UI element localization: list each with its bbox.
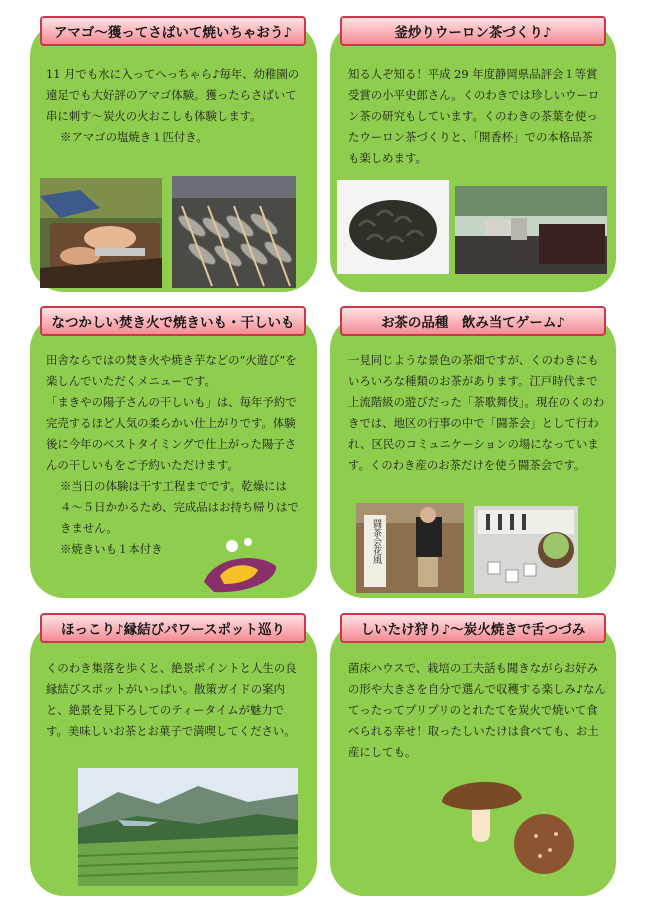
section-paragraph: 知る人ぞ知る！平成 29 年度静岡県品評会１等賞受賞の小平史郎さん。くのわきでは珍しいウーロン茶の研究もしています。くのわきの茶葉を使ったウーロン茶づくりと、「開香杯」での本格品茶も楽しめます。 bbox=[348, 67, 600, 165]
section-note: ※アマゴの塩焼き１匹付き。 bbox=[60, 130, 208, 144]
section-title-tea-game: お茶の品種 飲み当てゲーム♪ bbox=[340, 306, 606, 336]
photo-tea-set bbox=[455, 186, 607, 274]
section-title-shiitake: しいたけ狩り♪〜炭火焼きで舌つづみ bbox=[340, 613, 606, 643]
photo-tea-ceremony bbox=[356, 503, 464, 593]
photo-scenic-view bbox=[78, 768, 298, 886]
section-title-oolong: 釜炒りウーロン茶づくり♪ bbox=[340, 16, 606, 46]
section-note: ※当日の体験は干す工程までです。乾燥には４〜５日かかるため、完成品はお持ち帰りはできません。 bbox=[60, 479, 299, 535]
photo-oolong-leaves bbox=[337, 180, 449, 274]
section-paragraph: 11 月でも水に入ってへっちゃら♪毎年、幼稚園の遠足でも大好評のアマゴ体験。獲ったらさばいて串に刺す〜炭火の火おこしも体験します。 bbox=[46, 67, 300, 123]
section-title-amago: アマゴ〜獲ってさばいて焼いちゃおう♪ bbox=[40, 16, 306, 46]
section-title-power-spot: ほっこり♪縁結びパワースポット巡り bbox=[40, 613, 306, 643]
section-body-amago bbox=[46, 64, 304, 174]
sweet-potato-illustration bbox=[198, 536, 282, 598]
section-paragraph: 一見同じような景色の茶畑ですが、くのわきにもいろいろな種類のお茶があります。江戸時代まで上流階級の遊びだった「茶歌舞伎」。現在のくのわきでは、地区の行事の中で「闘茶会」として行われ、区民のコミュニケーションの場になっています。くのわき産のお茶だけを使う闘茶会です。 bbox=[348, 353, 605, 472]
section-paragraph: 菌床ハウスで、栽培の工夫話も聞きながらお好みの形や大きさを自分で選んで収穫する楽しみ♪なんてったってプリプリのとれたてを炭火で焼いて食べられる幸せ！取ったしいたけは食べても、お土産にしても。 bbox=[348, 661, 606, 759]
section-paragraph: くのわき集落を歩くと、絶景ポイントと人生の良縁結びスポットがいっぱい。散策ガイドの案内と、絶景を見下ろしてのティータイムが魅力です。美味しいお茶とお菓子で満喫してください。 bbox=[46, 661, 297, 738]
photo-amago-skewers bbox=[172, 176, 296, 288]
section-body-shiitake bbox=[348, 658, 606, 768]
section-body-power-spot bbox=[46, 658, 304, 768]
tea-ceremony-scroll-text: 闘茶会花風 bbox=[371, 519, 381, 564]
section-paragraph: 田舎ならではの焚き火や焼き芋などの“火遊び”を楽しんでいただくメニューです。 bbox=[46, 353, 297, 388]
photo-tea-cups bbox=[474, 506, 578, 594]
section-title-yakiimo: なつかしい焚き火で焼きいも・干しいも bbox=[40, 306, 306, 336]
photo-amago-gutting bbox=[40, 178, 162, 288]
section-body-tea-game bbox=[348, 350, 608, 500]
section-paragraph: 「まきやの陽子さんの干しいも」は、毎年予約で完売するほど人気の柔らかい仕上がりです。体験後に今年のベストタイミングで仕上がった陽子さんの干しいもをご予約いただけます。 bbox=[46, 395, 297, 472]
shiitake-illustration bbox=[440, 774, 582, 874]
section-body-oolong bbox=[348, 64, 604, 174]
section-note: ※焼きいも１本付き bbox=[60, 542, 163, 556]
